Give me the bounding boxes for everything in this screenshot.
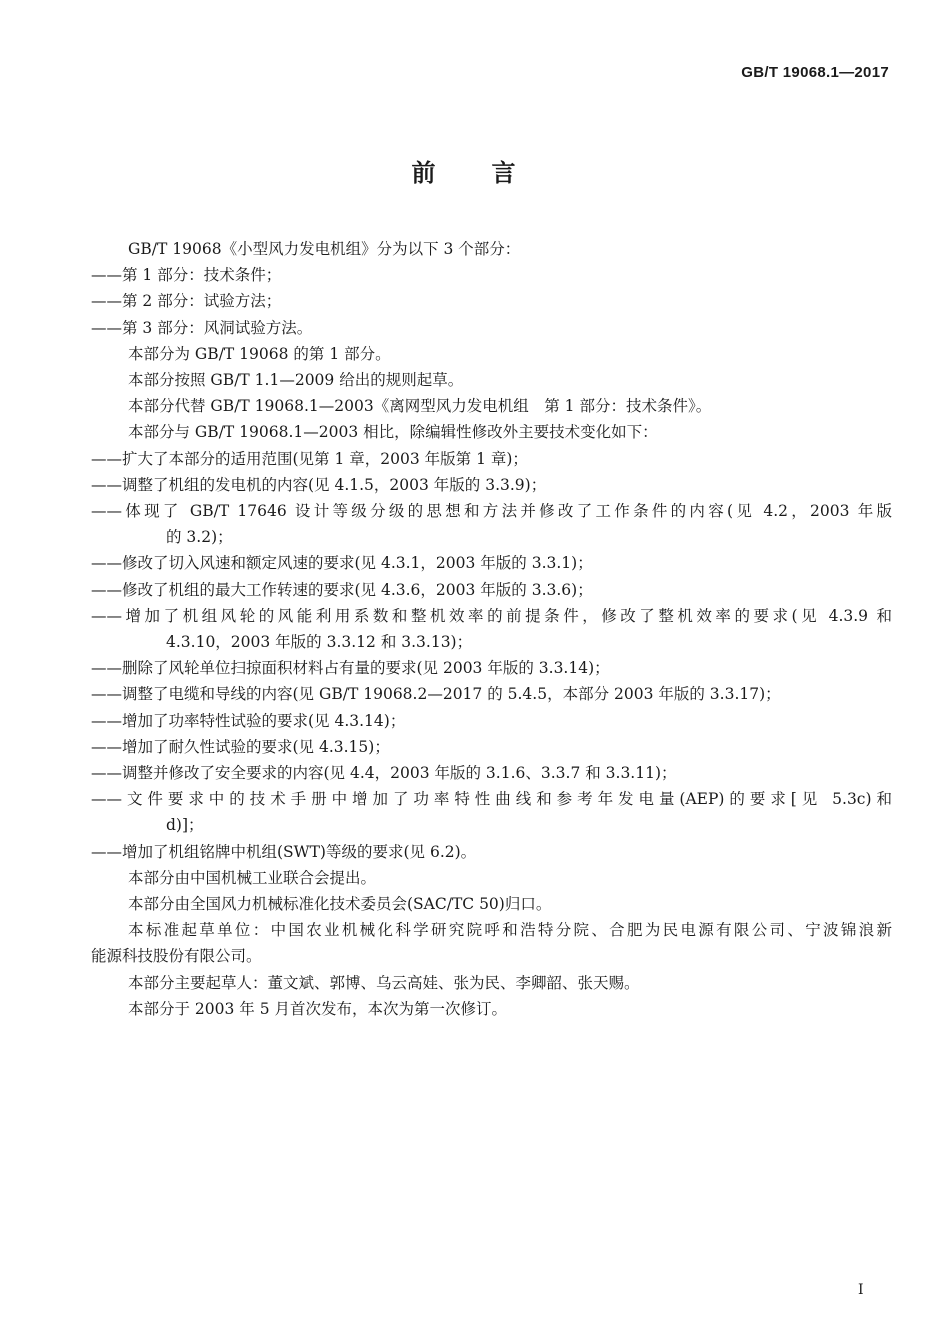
change-item-efficiency: ——增加了机组风轮的风能利用系数和整机效率的前提条件，修改了整机效率的要求(见 4.3.9 和 [91, 606, 892, 625]
history-line: 本部分于 2003 年 5 月首次发布，本次为第一次修订。 [128, 999, 508, 1018]
list-item-part-3: ——第 3 部分：风洞试验方法。 [91, 318, 313, 337]
standard-code: GB/T 19068.1—2017 [741, 64, 889, 81]
part-statement-line: 本部分为 GB/T 19068 的第 1 部分。 [128, 344, 391, 363]
change-item-generator: ——调整了机组的发电机的内容(见 4.1.5，2003 年版的 3.3.9)； [91, 475, 547, 494]
drafting-units-line: 本标准起草单位：中国农业机械化科学研究院呼和浩特分院、合肥为民电源有限公司、宁波锦浪新 [128, 921, 892, 940]
change-item-scope: ——扩大了本部分的适用范围(见第 1 章，2003 年版第 1 章)； [91, 449, 528, 468]
change-item-design-class: ——体现了 GB/T 17646 设计等级分级的思想和方法并修改了工作条件的内容(见 4.2，2003 年版 [91, 502, 892, 521]
change-item-manual: ——文件要求中的技术手册中增加了功率特性曲线和参考年发电量(AEP)的要求[见 5.3c)和 [91, 790, 892, 809]
change-item-nameplate: ——增加了机组铭牌中机组(SWT)等级的要求(见 6.2)。 [91, 842, 477, 861]
drafting-units-line-cont: 能源科技股份有限公司。 [91, 947, 262, 966]
list-item-part-2: ——第 2 部分：试验方法； [91, 292, 282, 311]
change-item-cut-in-speed: ——修改了切入风速和额定风速的要求(见 4.3.1，2003 年版的 3.3.1)； [91, 554, 593, 573]
intro-parts-line: GB/T 19068《小型风力发电机组》分为以下 3 个部分： [128, 240, 521, 258]
foreword-body [91, 236, 892, 1022]
changes-intro-line: 本部分与 GB/T 19068.1—2003 相比，除编辑性修改外主要技术变化如下： [128, 423, 658, 442]
committee-line: 本部分由全国风力机械标准化技术委员会(SAC/TC 50)归口。 [128, 895, 552, 914]
change-item-swept-area: ——删除了风轮单位扫掠面积材料占有量的要求(见 2003 年版的 3.3.14)； [91, 659, 610, 678]
list-item-part-1: ——第 1 部分：技术条件； [91, 266, 282, 285]
change-item-manual-cont: d)]； [166, 816, 204, 835]
change-item-efficiency-cont: 4.3.10，2003 年版的 3.3.12 和 3.3.13)； [166, 633, 473, 652]
page-number: I [858, 1282, 864, 1298]
replaces-line: 本部分代替 GB/T 19068.1—2003《离网型风力发电机组 第 1 部分：技术条件》。 [128, 397, 712, 416]
page-title: 前言 [411, 159, 572, 187]
change-item-durability-test: ——增加了耐久性试验的要求(见 4.3.15)； [91, 737, 390, 756]
drafters-line: 本部分主要起草人：董文斌、郭博、乌云高娃、张为民、李卿韶、张天赐。 [128, 973, 640, 992]
change-item-safety: ——调整并修改了安全要求的内容(见 4.4，2003 年版的 3.1.6、3.3.7 和 3.3.11)； [91, 764, 677, 783]
change-item-cables: ——调整了电缆和导线的内容(见 GB/T 19068.2—2017 的 5.4.5，本部分 2003 年版的 3.3.17)； [91, 685, 781, 704]
change-item-power-test: ——增加了功率特性试验的要求(见 4.3.14)； [91, 711, 406, 730]
drafting-rules-line: 本部分按照 GB/T 1.1—2009 给出的规则起草。 [128, 371, 464, 390]
change-item-design-class-cont: 的 3.2)； [166, 528, 233, 547]
change-item-max-speed: ——修改了机组的最大工作转速的要求(见 4.3.6，2003 年版的 3.3.6)； [91, 580, 593, 599]
proposed-by-line: 本部分由中国机械工业联合会提出。 [128, 868, 377, 887]
